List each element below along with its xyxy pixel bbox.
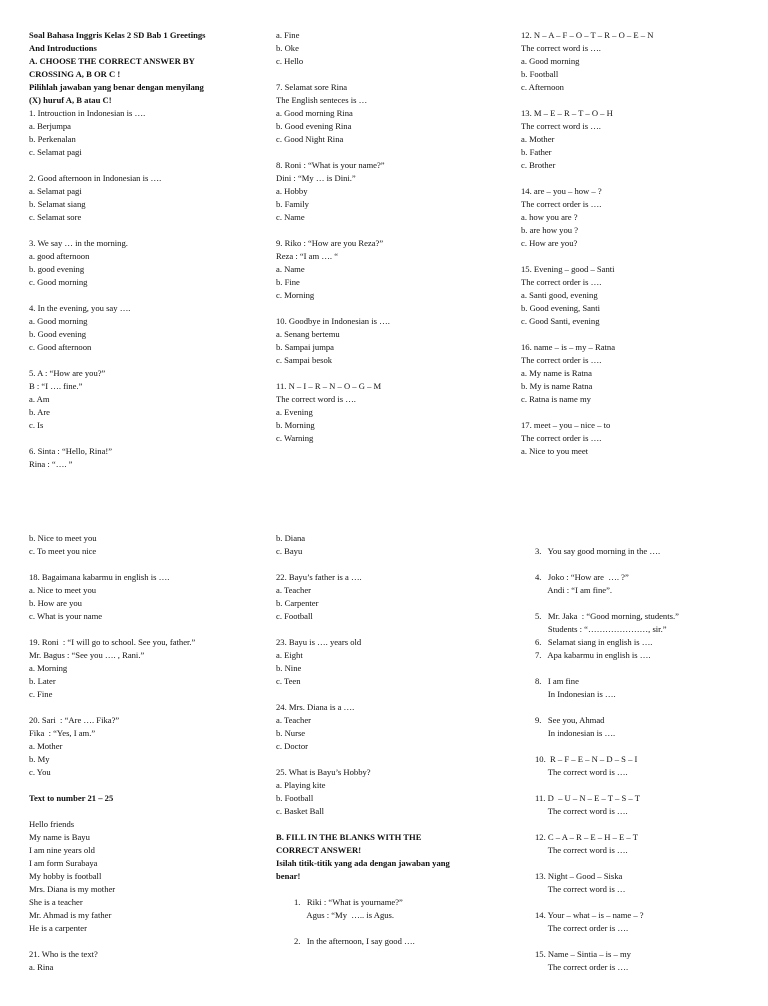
- blank-line: [276, 818, 511, 831]
- blank-line: [521, 250, 761, 263]
- text-line: c. Warning: [276, 433, 314, 443]
- text-line: 3. We say … in the morning.: [29, 238, 128, 248]
- text-line: c. Ratna is name my: [521, 394, 591, 404]
- heading-line: B. FILL IN THE BLANKS WITH THE: [276, 832, 422, 842]
- text-line: B : “I …. fine.”: [29, 381, 83, 391]
- text-line: a. Playing kite: [276, 780, 326, 790]
- page2-column-1: [29, 532, 269, 974]
- text-line: The correct order is ….: [535, 923, 629, 933]
- text-line: 23. Bayu is …. years old: [276, 637, 362, 647]
- text-line: b. Nurse: [276, 728, 306, 738]
- text-line: 7. Selamat sore Rina: [276, 82, 348, 92]
- page2-column-3: [535, 545, 765, 974]
- text-line: c. Good afternoon: [29, 342, 92, 352]
- text-line: c. Name: [276, 212, 305, 222]
- text-line: b. My: [29, 754, 50, 764]
- text-line: 10. R – F – E – N – D – S – I: [535, 754, 638, 764]
- text-line: 24. Mrs. Diana is a ….: [276, 702, 355, 712]
- blank-line: [29, 432, 264, 445]
- text-line: 1. Introuction in Indonesian is ….: [29, 108, 146, 118]
- text-line: He is a carpenter: [29, 923, 87, 933]
- text-line: a. Teacher: [276, 715, 312, 725]
- text-line: a. Good morning: [521, 56, 580, 66]
- text-line: b. Football: [276, 793, 314, 803]
- text-line: b. Good evening, Santi: [521, 303, 601, 313]
- text-line: b. Morning: [276, 420, 315, 430]
- text-line: c. Hello: [276, 56, 304, 66]
- page1-column-2: [276, 29, 511, 445]
- text-line: 16. name – is – my – Ratna: [521, 342, 616, 352]
- text-line: b. Family: [276, 199, 309, 209]
- text-line: 7. Apa kabarmu in english is ….: [535, 650, 651, 660]
- text-line: b. Nice to meet you: [29, 533, 97, 543]
- text-line: c. What is your name: [29, 611, 103, 621]
- text-line: 21. Who is the text?: [29, 949, 98, 959]
- text-line: Mrs. Diana is my mother: [29, 884, 116, 894]
- text-line: 15. Name – Sintia – is – my: [535, 949, 631, 959]
- page2-column-2: [276, 532, 511, 948]
- text-line: c. Sampai besok: [276, 355, 333, 365]
- blank-line: [521, 94, 761, 107]
- text-line: c. Brother: [521, 160, 556, 170]
- text-line: Dini : “My … is Dini.”: [276, 173, 356, 183]
- text-line: The English senteces is …: [276, 95, 368, 105]
- text-line: 22. Bayu’s father is a ….: [276, 572, 362, 582]
- heading-line: CORRECT ANSWER!: [276, 845, 362, 855]
- blank-line: [276, 68, 511, 81]
- blank-line: [29, 805, 269, 818]
- text-line: 12. C – A – R – E – H – E – T: [535, 832, 638, 842]
- text-line: c. Good Santi, evening: [521, 316, 600, 326]
- text-line: 10. Goodbye in Indonesian is ….: [276, 316, 390, 326]
- text-line: a. Eight: [276, 650, 303, 660]
- blank-line: [276, 146, 511, 159]
- text-line: c. Good morning: [29, 277, 88, 287]
- text-line: a. Fine: [276, 30, 300, 40]
- text-line: a. Senang bertemu: [276, 329, 340, 339]
- text-line: b. Carpenter: [276, 598, 319, 608]
- text-line: 4. Joko : “How are …. ?”: [535, 572, 629, 582]
- text-line: a. Am: [29, 394, 50, 404]
- text-line: 15. Evening – good – Santi: [521, 264, 615, 274]
- blank-line: [29, 354, 264, 367]
- text-line: Andi : “I am fine”.: [535, 585, 613, 595]
- text-line: 1. Riki : “What is yourname?”: [294, 897, 403, 907]
- text-line: 9. Riko : “How are you Reza?”: [276, 238, 384, 248]
- text-line: c. Morning: [276, 290, 315, 300]
- text-line: Fika : “Yes, I am.”: [29, 728, 96, 738]
- blank-line: [29, 779, 269, 792]
- text-line: c. How are you?: [521, 238, 578, 248]
- text-line: Mr. Bagus : “See you …. , Rani.”: [29, 650, 145, 660]
- text-line: In Indonesian is ….: [535, 689, 616, 699]
- text-line: The correct order is ….: [521, 433, 602, 443]
- text-line: 18. Bagaimana kabarmu in english is ….: [29, 572, 170, 582]
- text-line: a. Good morning Rina: [276, 108, 353, 118]
- blank-line: [276, 558, 511, 571]
- text-line: a. Santi good, evening: [521, 290, 598, 300]
- blank-line: [535, 935, 765, 948]
- text-line: 20. Sari : “Are …. Fika?”: [29, 715, 120, 725]
- text-line: 6. Sinta : “Hello, Rina!”: [29, 446, 113, 456]
- text-line: b. Fine: [276, 277, 300, 287]
- text-line: The correct word is ….: [535, 767, 628, 777]
- blank-line: [29, 224, 264, 237]
- blank-line: [535, 597, 765, 610]
- text-line: a. Teacher: [276, 585, 312, 595]
- text-line: 13. M – E – R – T – O – H: [521, 108, 613, 118]
- text-line: a. Berjumpa: [29, 121, 71, 131]
- text-line: My name is Bayu: [29, 832, 90, 842]
- text-line: a. Nice to meet you: [29, 585, 97, 595]
- text-line: a. My name is Ratna: [521, 368, 592, 378]
- text-line: The correct word is ….: [276, 394, 356, 404]
- text-line: Students : “…………………, sir.”: [535, 624, 667, 634]
- text-line: The correct order is ….: [521, 199, 602, 209]
- text-line: b. My is name Ratna: [521, 381, 593, 391]
- heading-line: A. CHOOSE THE CORRECT ANSWER BY: [29, 56, 195, 66]
- text-line: b. Good evening Rina: [276, 121, 352, 131]
- blank-line: [276, 367, 511, 380]
- text-line: 13. Night – Good – Siska: [535, 871, 623, 881]
- heading-line: Pilihlah jawaban yang benar dengan menyilang: [29, 82, 204, 92]
- text-line: I am form Surabaya: [29, 858, 98, 868]
- blank-line: [521, 172, 761, 185]
- blank-line: [535, 857, 765, 870]
- heading-line: (X) huruf A, B atau C!: [29, 95, 112, 105]
- text-line: c. To meet you nice: [29, 546, 97, 556]
- text-line: c. Bayu: [276, 546, 303, 556]
- text-line: The correct word is ….: [535, 806, 628, 816]
- text-line: a. good afternoon: [29, 251, 90, 261]
- text-line: a. Mother: [29, 741, 63, 751]
- text-line: 2. Good afternoon in Indonesian is ….: [29, 173, 162, 183]
- text-line: b. Diana: [276, 533, 306, 543]
- text-line: c. Teen: [276, 676, 301, 686]
- blank-line: [535, 818, 765, 831]
- heading-line: Text to number 21 – 25: [29, 793, 114, 803]
- text-line: a. Selamat pagi: [29, 186, 82, 196]
- text-line: b. Oke: [276, 43, 299, 53]
- page1-column-1: [29, 29, 264, 471]
- text-line: b. Selamat siang: [29, 199, 86, 209]
- text-line: b. Perkenalan: [29, 134, 76, 144]
- text-line: c. Doctor: [276, 741, 308, 751]
- text-line: 6. Selamat siang in english is ….: [535, 637, 653, 647]
- blank-line: [535, 896, 765, 909]
- text-line: b. Good evening: [29, 329, 87, 339]
- text-line: a. Hobby: [276, 186, 308, 196]
- blank-line: [276, 753, 511, 766]
- text-line: 9. See you, Ahmad: [535, 715, 605, 725]
- text-line: The correct order is ….: [521, 355, 602, 365]
- blank-line: [29, 159, 264, 172]
- text-line: b. Sampai jumpa: [276, 342, 334, 352]
- text-line: a. Rina: [29, 962, 54, 972]
- text-line: 5. A : “How are you?”: [29, 368, 106, 378]
- text-line: b. good evening: [29, 264, 85, 274]
- text-line: 2. In the afternoon, I say good ….: [294, 936, 415, 946]
- heading-line: Isilah titik-titik yang ada dengan jawaban yang: [276, 858, 450, 868]
- blank-line: [29, 701, 269, 714]
- page1-column-3: [521, 29, 761, 458]
- text-line: 12. N – A – F – O – T – R – O – E – N: [521, 30, 654, 40]
- text-line: a. Morning: [29, 663, 68, 673]
- text-line: 11. D – U – N – E – T – S – T: [535, 793, 640, 803]
- text-line: b. are how you ?: [521, 225, 579, 235]
- text-line: a. Good morning: [29, 316, 88, 326]
- blank-line: [29, 935, 269, 948]
- blank-line: [276, 688, 511, 701]
- text-line: c. Good Night Rina: [276, 134, 344, 144]
- text-line: c. Is: [29, 420, 44, 430]
- heading-line: Soal Bahasa Inggris Kelas 2 SD Bab 1 Greetings: [29, 30, 206, 40]
- blank-line: [29, 558, 269, 571]
- blank-line: [535, 701, 765, 714]
- text-line: My hobby is football: [29, 871, 102, 881]
- text-line: b. Father: [521, 147, 552, 157]
- text-line: c. Football: [276, 611, 313, 621]
- text-line: c. Selamat sore: [29, 212, 82, 222]
- heading-line: CROSSING A, B OR C !: [29, 69, 121, 79]
- text-line: 5. Mr. Jaka : “Good morning, students.”: [535, 611, 679, 621]
- text-line: a. how you are ?: [521, 212, 578, 222]
- text-line: 8. I am fine: [535, 676, 579, 686]
- blank-line: [521, 328, 761, 341]
- text-line: b. Nine: [276, 663, 302, 673]
- text-line: b. Are: [29, 407, 51, 417]
- blank-line: [29, 623, 269, 636]
- blank-line: [276, 302, 511, 315]
- text-line: a. Nice to you meet: [521, 446, 589, 456]
- text-line: Rina : “…. ”: [29, 459, 73, 469]
- text-line: She is a teacher: [29, 897, 83, 907]
- blank-line: [535, 558, 765, 571]
- text-line: 19. Roni : “I will go to school. See you, father.”: [29, 637, 196, 647]
- text-line: a. Mother: [521, 134, 555, 144]
- text-line: 14. are – you – how – ?: [521, 186, 602, 196]
- text-line: c. Fine: [29, 689, 53, 699]
- text-line: c. You: [29, 767, 51, 777]
- text-line: c. Basket Ball: [276, 806, 324, 816]
- text-line: The correct word is ….: [535, 845, 628, 855]
- blank-line: [535, 779, 765, 792]
- text-line: c. Selamat pagi: [29, 147, 82, 157]
- text-line: b. Later: [29, 676, 56, 686]
- blank-line: [276, 224, 511, 237]
- text-line: 8. Roni : “What is your name?”: [276, 160, 385, 170]
- text-line: 3. You say good morning in the ….: [535, 546, 661, 556]
- blank-line: [276, 883, 511, 896]
- text-line: b. How are you: [29, 598, 82, 608]
- text-line: Mr. Ahmad is my father: [29, 910, 112, 920]
- text-line: 4. In the evening, you say ….: [29, 303, 131, 313]
- text-line: a. Evening: [276, 407, 313, 417]
- blank-line: [535, 662, 765, 675]
- text-line: 14. Your – what – is – name – ?: [535, 910, 644, 920]
- blank-line: [29, 289, 264, 302]
- text-line: The correct order is ….: [521, 277, 602, 287]
- blank-line: [276, 623, 511, 636]
- text-line: The correct word is ….: [521, 121, 601, 131]
- text-line: 25. What is Bayu’s Hobby?: [276, 767, 371, 777]
- text-line: b. Football: [521, 69, 559, 79]
- blank-line: [276, 922, 511, 935]
- text-line: a. Name: [276, 264, 305, 274]
- text-line: The correct word is …: [535, 884, 626, 894]
- text-line: Hello friends: [29, 819, 75, 829]
- blank-line: [535, 740, 765, 753]
- text-line: The correct order is ….: [535, 962, 629, 972]
- blank-line: [521, 406, 761, 419]
- heading-line: benar!: [276, 871, 301, 881]
- text-line: The correct word is ….: [521, 43, 601, 53]
- text-line: 17. meet – you – nice – to: [521, 420, 611, 430]
- text-line: In indonesian is ….: [535, 728, 616, 738]
- heading-line: And Introductions: [29, 43, 97, 53]
- text-line: 11. N – I – R – N – O – G – M: [276, 381, 382, 391]
- text-line: Agus : “My ….. is Agus.: [294, 910, 395, 920]
- text-line: c. Afternoon: [521, 82, 564, 92]
- text-line: Reza : “I am …. “: [276, 251, 339, 261]
- text-line: I am nine years old: [29, 845, 95, 855]
